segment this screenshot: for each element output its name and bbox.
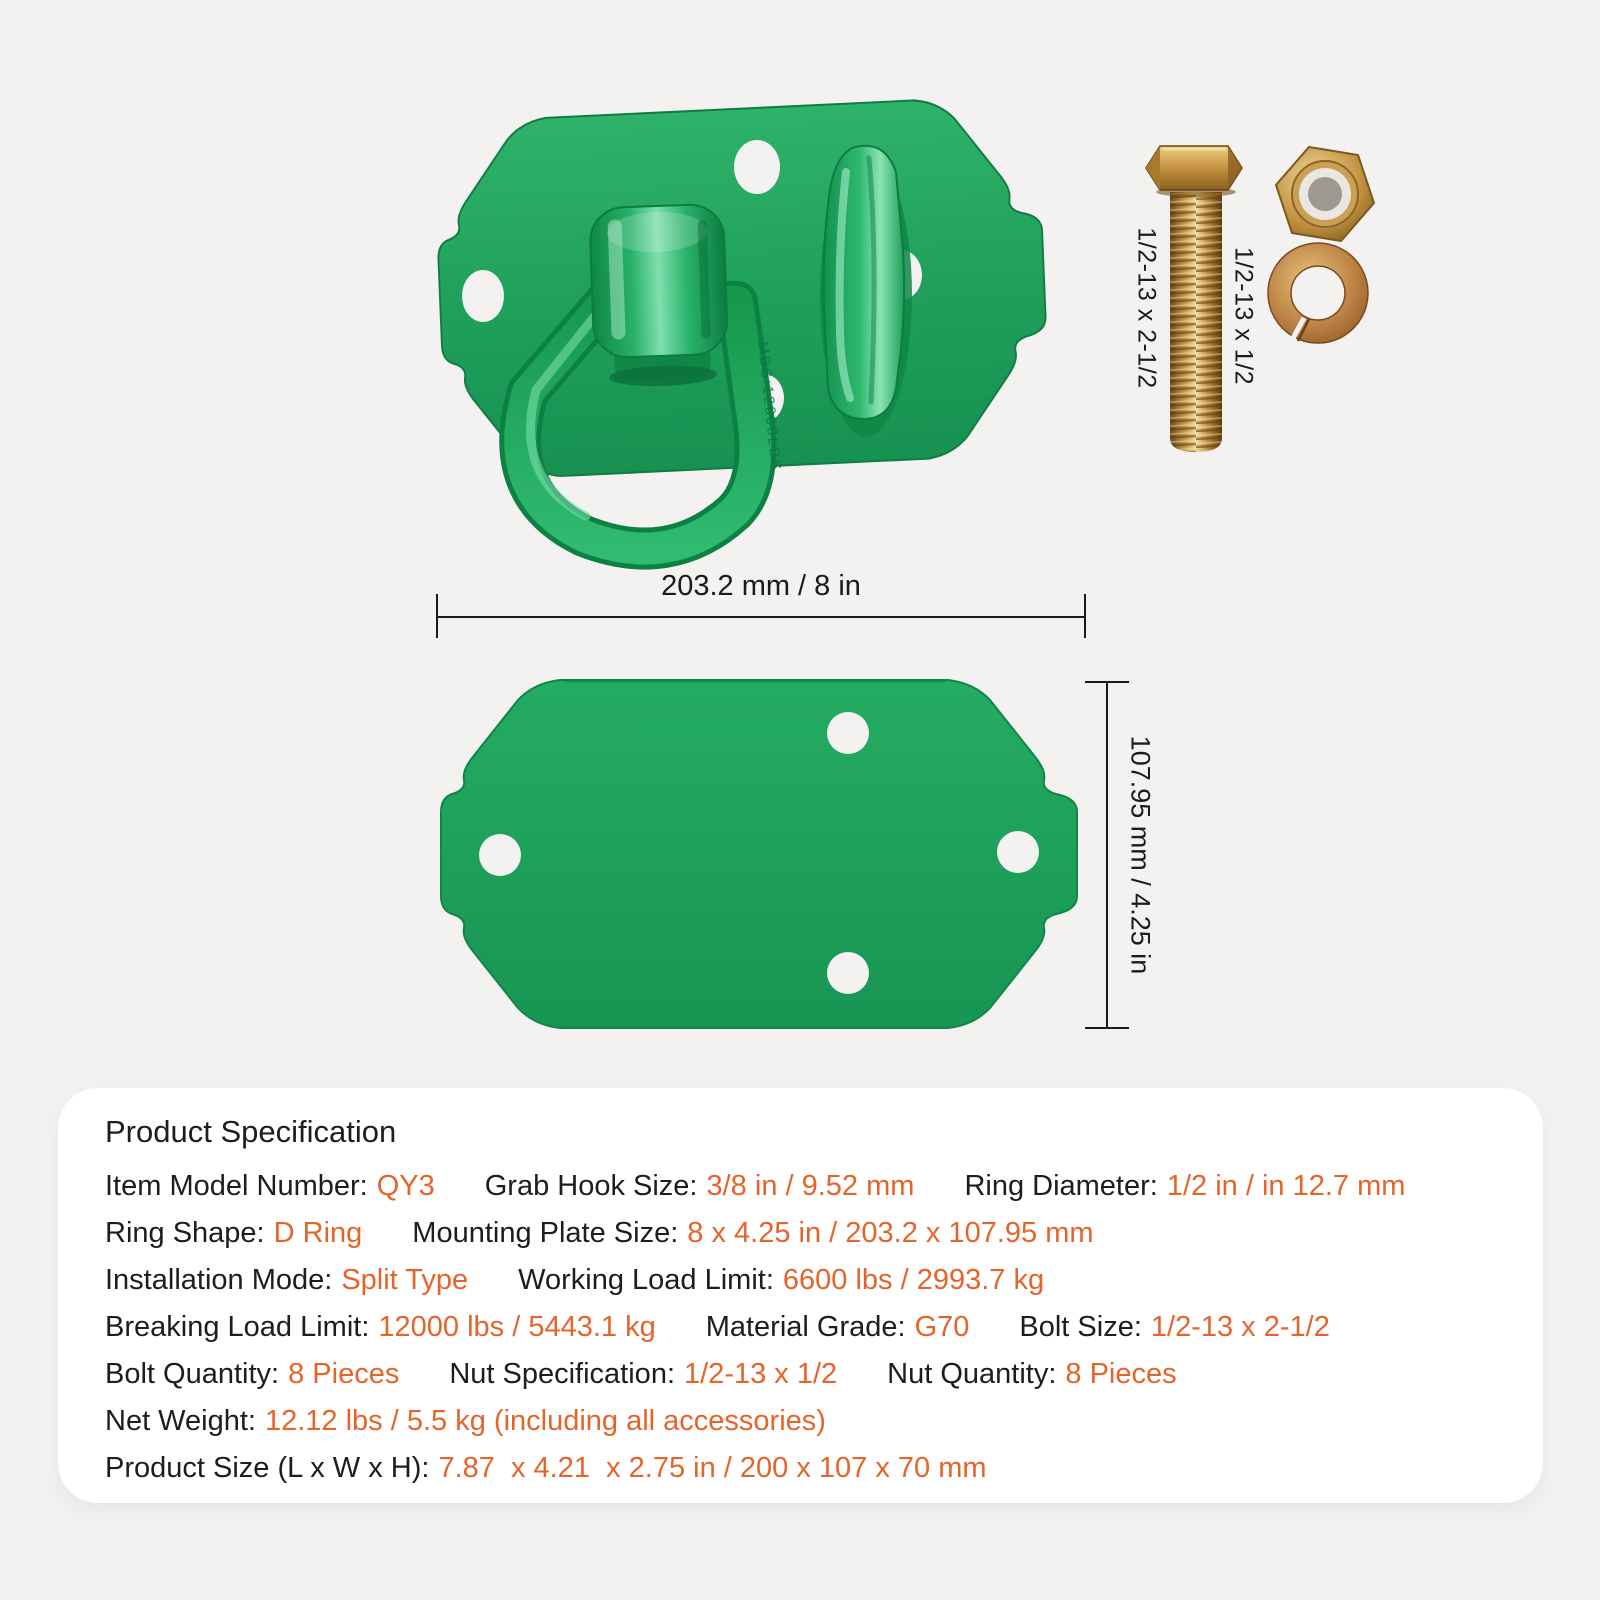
spec-value: 1/2-13 x 1/2 [684, 1358, 838, 1390]
product-photo [400, 80, 1100, 580]
spec-value: QY3 [376, 1170, 435, 1202]
spec-label: Working Load Limit: [518, 1264, 774, 1296]
width-dimension-label: 203.2 mm / 8 in [661, 570, 861, 602]
spec-value: 1/2 in / in 12.7 mm [1166, 1170, 1406, 1202]
spec-value: 8 x 4.25 in / 203.2 x 107.95 mm [687, 1217, 1094, 1249]
spec-row-7 [105, 1445, 1525, 1492]
flat-hole-bottom [827, 952, 869, 994]
spec-row-1 [105, 1163, 1525, 1210]
lock-nut [1276, 147, 1374, 241]
spec-row-3 [105, 1257, 1525, 1304]
width-dimension-tick-right [1084, 594, 1086, 638]
plate-hole-top [734, 140, 780, 194]
width-dimension-line [437, 616, 1086, 618]
spec-content [105, 1114, 1525, 1492]
height-dimension-label: 107.95 mm / 4.25 in [1125, 735, 1156, 975]
spec-label: Grab Hook Size: [484, 1170, 698, 1202]
spec-title: Product Specification [105, 1114, 397, 1149]
flat-hole-right [997, 831, 1039, 873]
flat-hole-left [479, 834, 521, 876]
spec-value: Split Type [341, 1264, 469, 1296]
spec-value: 8 Pieces [1065, 1358, 1177, 1390]
spec-row-6 [105, 1398, 1525, 1445]
width-dimension-tick-left [436, 594, 438, 638]
spec-value: 1/2-13 x 2-1/2 [1150, 1311, 1330, 1343]
spec-row-5 [105, 1351, 1525, 1398]
spec-value: 3/8 in / 9.52 mm [706, 1170, 915, 1202]
spec-row-4 [105, 1304, 1525, 1351]
spec-value: G70 [914, 1311, 970, 1343]
height-dimension-cap-top [1085, 681, 1129, 683]
spec-label: Nut Quantity: [887, 1358, 1057, 1390]
ring-embossed-text: MBS:12000LBS [754, 340, 785, 473]
spec-label: Mounting Plate Size: [412, 1217, 679, 1249]
spec-row-2 [105, 1210, 1525, 1257]
spec-label: Bolt Quantity: [105, 1358, 280, 1390]
spec-label: Breaking Load Limit: [105, 1311, 370, 1343]
spec-label: Net Weight: [105, 1405, 256, 1437]
spec-value: 12000 lbs / 5443.1 kg [378, 1311, 656, 1343]
spec-label: Nut Specification: [449, 1358, 675, 1390]
height-dimension-line [1106, 682, 1108, 1028]
spec-label: Material Grade: [705, 1311, 906, 1343]
spec-label: Bolt Size: [1019, 1311, 1142, 1343]
spec-value: 8 Pieces [288, 1358, 400, 1390]
spec-value: 12.12 lbs / 5.5 kg (including all accessories) [264, 1405, 826, 1437]
flat-hole-top [827, 712, 869, 754]
flat-plate [441, 680, 1077, 1028]
spec-label: Installation Mode: [105, 1264, 333, 1296]
spec-label: Product Size (L x W x H): [105, 1452, 430, 1484]
spec-value: 7.87 x 4.21 x 2.75 in / 200 x 107 x 70 mm [438, 1452, 987, 1484]
bolt-size-label: 1/2-13 x 2-1/2 [1132, 227, 1161, 389]
height-dimension-cap-bottom [1085, 1027, 1129, 1029]
spec-label: Ring Diameter: [964, 1170, 1158, 1202]
nut-size-label: 1/2-13 x 1/2 [1229, 246, 1258, 386]
spec-label: Ring Shape: [105, 1217, 265, 1249]
grab-hook [820, 146, 912, 437]
spec-value: D Ring [273, 1217, 363, 1249]
spec-label: Item Model Number: [105, 1170, 368, 1202]
spec-value: 6600 lbs / 2993.7 kg [782, 1264, 1045, 1296]
flat-plate-diagram [420, 660, 1100, 1050]
plate-hole-left [462, 270, 504, 322]
split-washer [1268, 243, 1368, 343]
